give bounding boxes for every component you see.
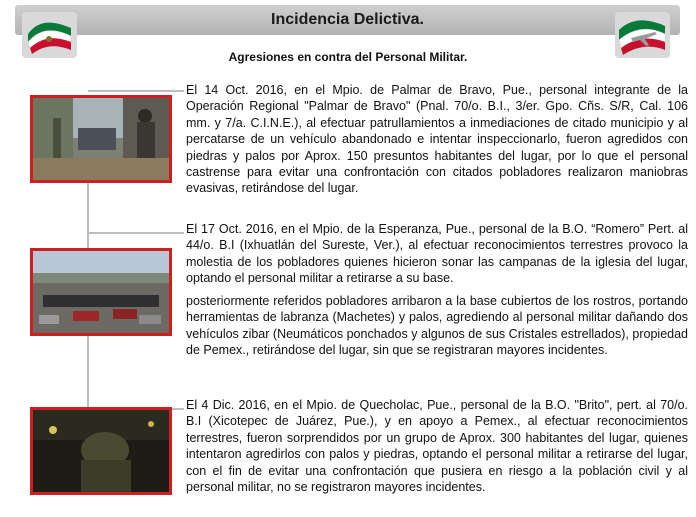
section-subtitle: Agresiones en contra del Personal Militar. [228, 50, 468, 64]
incident-photo-la-esperanza [30, 248, 172, 336]
incident-text-2a: El 17 Oct. 2016, en el Mpio. de la Esperanza, Pue., personal de la B.O. “Romero” Pert. al 44/o. B.I (Ixhuatlán del Sureste, Ver.), al efectuar reconocimientos terrestres provoco la molestia de los pobladores quienes hicieron sonar las campanas de la iglesia del lugar, optando el personal militar a retirarse a su base. [186, 222, 688, 286]
timeline-connector [88, 232, 184, 234]
incident-photo-palmar-de-bravo [30, 95, 172, 183]
header-bar [15, 5, 680, 35]
incident-text-1: El 14 Oct. 2016, en el Mpio. de Palmar de Bravo, Pue., personal integrante de la Operación Regional "Palmar de Bravo" (Pnal. 70/o. B.I., 3/er. Gpo. Cñs. S/R, Cal. 106 mm. y 7/a. C.I.N.E.), al efectuar patrullamientos a inmediaciones de citado municipio y al percatarse de un vehículo abandonado e intentar inspeccionarlo, fueron agredidos con piedras y palos por Aprox. 150 presuntos habitantes del lugar, por lo que el personal castrense para evitar una confrontación con citados pobladores realizaron maniobras evasivas, retirándose del lugar. [186, 83, 688, 196]
timeline-connector [88, 90, 184, 92]
page-title: Incidencia Delictiva. [271, 11, 424, 28]
incident-photo-quecholac [30, 407, 172, 495]
incident-text-3: El 4 Dic. 2016, en el Mpio. de Quecholac, Pue., personal de la B.O. "Brito", pert. al 70/o. B.I (Xicotepec de Juárez, Pue.), y en apoyo a Pemex., al efectuar reconocimientos terrestres, fueron sorprendidos por un grupo de Aprox. 300 habitantes del lugar, quienes intentaron agredirlos con palos y piedras, optando el personal militar a retirarse del lugar, con el fin de evitar una confrontación que pusiera en riesgo a la población civil y al personal militar, no se registraron mayores incidentes. [186, 398, 688, 495]
incident-text-2b: posteriormente referidos pobladores arribaron a la base cubiertos de los rostros, portando herramientas de labranza (Machetes) y palos, agrediendo al personal militar dañando dos vehículos zibar (Neumáticos ponchados y algunos de sus Cristales estrellados), propiedad de Pemex., retirándose del lugar, sin que se registraran mayores incidentes. [186, 294, 688, 358]
